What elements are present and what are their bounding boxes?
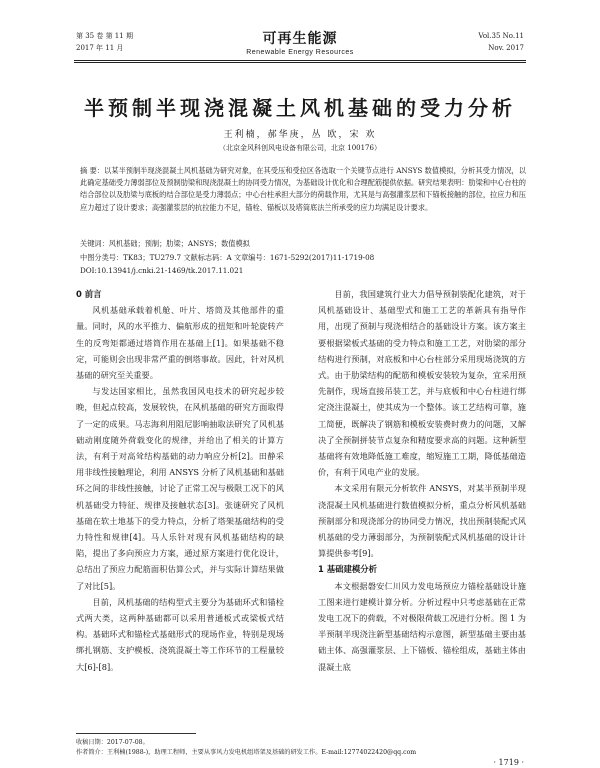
page-number: · 1719 ·: [493, 758, 524, 767]
paper-authors: 王利楠，郝华庚，丛 欧，宋 欢: [223, 130, 377, 140]
journal-title-cn: 可再生能源: [262, 31, 338, 47]
header-rule: [74, 60, 526, 61]
paper-title: 半预制半现浇混凝土风机基础的受力分析: [84, 96, 516, 120]
section-heading-intro: 0 前言: [76, 289, 102, 299]
paragraph: 目前，我国建筑行业大力倡导预制装配化建筑，对于风机基础设计、基础型式和施工工艺的革新具有指导作用，出现了预制与现浇相结合的基础设计方案。该方案主要根据梁板式基础的受力特点和施工工艺，对肋梁的部分结构进行预制，对底板和中心台柱部分采用现场浇筑的方式。由于肋梁结构的配筋和模板安装较为复杂，宜采用预先制作，现场直接吊装工艺，并与底板和中心台柱进行绑定浇注混凝土，使其成为一个整体。该工艺结构可靠，施工简便，既解决了钢筋和模板安装费时费力的问题，又解决了全预制拼装节点复杂和精度要求高的问题。这种新型基础将有效地降低施工难度，缩短施工工期，降低基础造价，有利于风电产业的发展。: [318, 289, 526, 478]
section-heading-modeling: 1 基础建模分析: [318, 564, 377, 575]
volume-cn: 第 35 卷 第 11 期: [76, 32, 133, 40]
paragraph: 风机基础承载着机舱、叶片、塔筒及其他部件的重量。同时，风的水平推力、偏航形成的扭矩和叶轮旋转产生的反弯矩都通过塔筒作用在基础上[1]。如果基础不稳定，可能则会出现非常严重的倒塔事故。因此，针对风机基础的研究至关重要。: [76, 305, 284, 381]
date-en: Nov. 2017: [488, 44, 524, 52]
journal-title-en: Renewable Energy Resources: [246, 49, 354, 56]
classification-line: 中图分类号：TK83；TU279.7 文献标志码：A 文章编号：1671-5292(2017)11-1719-08: [80, 253, 375, 262]
header-right: [478, 30, 524, 54]
doi: DOI:10.13941/j.cnki.21-1469/tk.2017.11.021: [80, 266, 244, 275]
footnote-rule: [76, 733, 196, 734]
paragraph: 目前，风机基础的结构型式主要分为基础环式和锚栓式两大类，这两种基础都可以采用普通板式或梁板式结构。基础环式和锚栓式基础形式的现场作业，特别是现场绑扎钢筋、支护模板、浇筑混凝土等工作环节的工程量较大[6]-[8]。: [76, 596, 284, 672]
paper-affiliation: （北京金风科创风电设备有限公司，北京 100176）: [219, 144, 381, 152]
paragraph: 与发达国家相比，虽然我国风电技术的研究起步较晚，但起点较高，发展较快，在风机基础的研究方面取得了一定的成果。马志海利用阻尼影响抽取法研究了风机基础动刚度随外荷载变化的规律，并给出了相关的计算方法，有利于对高耸结构基础的动力响应分析[2]。田静采用非线性接触理论，利用 ANSYS 分析了风机基础和基础环之间的非线性接触，讨论了正常工况与极限工况下的风机基础受力特征、规律及接触状态[3]。张谜研究了风机基础在软土地基下的受力特点，分析了塔架基础结构的受力特性和规律[4]。马人乐针对现有风机基础结构的缺陷，提出了多向预应力方案，通过原方案进行优化设计，总结出了预应力配筋面积估算公式，并与实际计算结果做了对比[5]。: [76, 386, 284, 591]
header-rule-thin: [74, 62, 526, 63]
abstract: 摘 要：以某半预制半现浇混凝土风机基础为研究对象，在其受压和受拉区各选取一个关键节点进行 ANSYS 数值模拟，分析其受力情况，以此确定基础受力薄弱部位及预制肋梁和现浇混凝土的协同受力情况，为基础设计优化和合理配筋提供依据。研究结果表明：肋梁和中心台柱的结合部位以及肋梁与底板的结合部位是受力薄弱点；中心台柱承担大部分的荷载作用，尤其是与高强灌浆层和下锚板接触的部位，拉应力和压应力超过了设计要求；高强灌浆层的抗拉能力不足，锚栓、锚板以及塔筒底法兰所承受的应力均满足设计要求。: [80, 166, 526, 212]
volume-en: Vol.35 No.11: [478, 32, 524, 40]
paragraph: 本文根据磐安仁川风力发电场预应力锚栓基础设计施工图来进行建模计算分析。分析过程中只考虑基础在正常发电工况下的荷载，不对极限荷载工况进行分析。图 1 为半预制半现浇注新型基础结构示意图，新型基础主要由基础主体、高强灌浆层、上下锚板、锚栓组成，基础主体由混凝土底: [318, 580, 526, 672]
date-cn: 2017 年 11 月: [76, 44, 124, 52]
footnotes: [76, 738, 416, 758]
body-column-left: [76, 286, 284, 675]
body-column-right: [318, 286, 526, 675]
paragraph: 本文采用有限元分析软件 ANSYS，对某半预制半现浇混凝土风机基础进行数值模拟分析，重点分析风机基础预制部分和现浇部分的协同受力情况，找出预制装配式风机基础的受力薄弱部分，为预制装配式风机基础的设计计算提供参考[9]。: [318, 483, 526, 559]
footnote-received: 收稿日期：2017-07-08。: [76, 739, 149, 746]
keywords: 关键词：风机基础；预制；肋梁；ANSYS；数值模拟: [80, 239, 250, 248]
footnote-author-bio: 作者简介：王利楠(1988-)，助理工程师，主要从事风力发电机组塔架及基础的研发工作。E-mail:12774022420@qq.com: [76, 749, 417, 756]
